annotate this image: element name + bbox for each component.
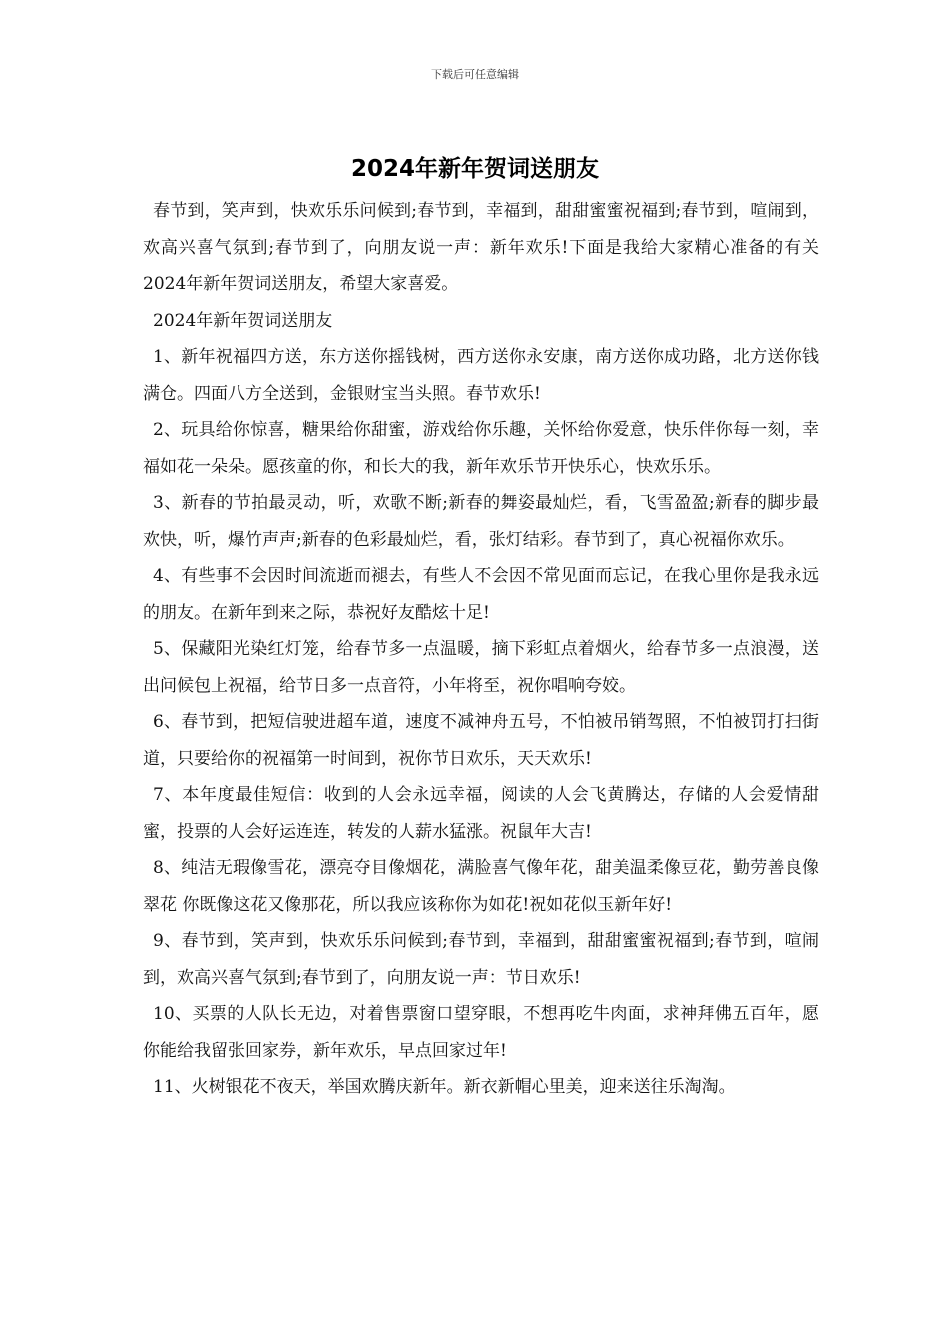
section-heading: 2024年新年贺词送朋友 [153,310,333,331]
greeting-item-1: 1、新年祝福四方送，东方送你摇钱树，西方送你永安康，南方送你成功路，北方送你钱满仓。四面八方全送到，金银财宝当头照。春节欢乐! [143,347,819,404]
greeting-item-3: 3、新春的节拍最灵动，听，欢歌不断;新春的舞姿最灿烂，看，飞雪盈盈;新春的脚步最欢快，听，爆竹声声;新春的色彩最灿烂，看，张灯结彩。春节到了，真心祝福你欢乐。 [143,493,819,550]
greeting-item-11: 11、火树银花不夜天，举国欢腾庆新年。新衣新帽心里美，迎来送往乐淘淘。 [153,1077,736,1097]
intro-paragraph: 春节到，笑声到，快欢乐乐问候到;春节到，幸福到，甜甜蜜蜜祝福到;春节到，喧闹到，欢高兴喜气氛到;春节到了，向朋友说一声：新年欢乐!下面是我给大家精心准备的有关2024年新年贺词送朋友，希望大家喜爱。 [143,201,819,294]
greeting-item-7: 7、本年度最佳短信：收到的人会永远幸福，阅读的人会飞黄腾达，存储的人会爱情甜蜜，投票的人会好运连连，转发的人薪水猛涨。祝鼠年大吉! [143,785,819,842]
document-title: 2024年新年贺词送朋友 [350,156,599,182]
greeting-item-2: 2、玩具给你惊喜，糖果给你甜蜜，游戏给你乐趣，关怀给你爱意，快乐伴你每一刻，幸福如花一朵朵。愿孩童的你，和长大的我，新年欢乐节开快乐心，快欢乐乐。 [143,420,819,477]
greeting-item-9: 9、春节到，笑声到，快欢乐乐问候到;春节到，幸福到，甜甜蜜蜜祝福到;春节到，喧闹到，欢高兴喜气氛到;春节到了，向朋友说一声：节日欢乐! [143,931,819,988]
greeting-item-8: 8、纯洁无瑕像雪花，漂亮夺目像烟花，满脸喜气像年花，甜美温柔像豆花，勤劳善良像翠花 你既像这花又像那花，所以我应该称你为如花!祝如花似玉新年好! [143,858,819,915]
greeting-item-10: 10、买票的人队长无边，对着售票窗口望穿眼，不想再吃牛肉面，求神拜佛五百年，愿你能给我留张回家券，新年欢乐，早点回家过年! [143,1004,819,1061]
greeting-item-4: 4、有些事不会因时间流逝而褪去，有些人不会因不常见面而忘记，在我心里你是我永远的朋友。在新年到来之际，恭祝好友酷炫十足! [143,566,819,623]
greeting-item-5: 5、保藏阳光染红灯笼，给春节多一点温暖，摘下彩虹点着烟火，给春节多一点浪漫，送出问候包上祝福，给节日多一点音符，小年将至，祝你唱响夸姣。 [143,639,819,696]
greeting-item-6: 6、春节到，把短信驶进超车道，速度不减神舟五号，不怕被吊销驾照，不怕被罚打扫街道，只要给你的祝福第一时间到，祝你节日欢乐，天天欢乐! [143,712,819,769]
document-body [143,193,819,1106]
header-note: 下载后可任意编辑 [431,68,519,81]
